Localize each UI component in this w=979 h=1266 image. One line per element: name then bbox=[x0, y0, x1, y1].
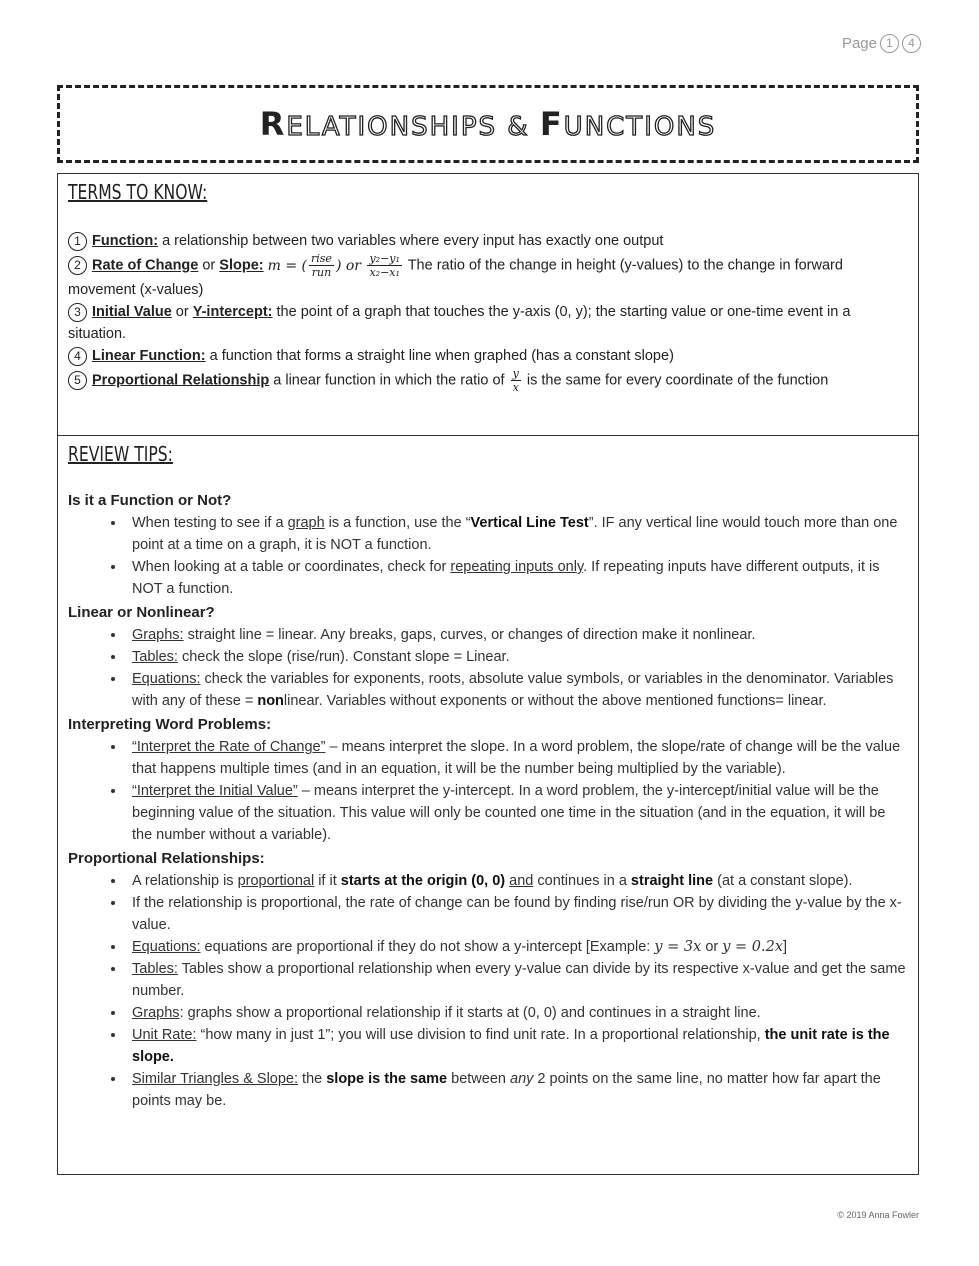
number-5-circle: 5 bbox=[68, 371, 87, 390]
subhead-word-problems: Interpreting Word Problems: bbox=[68, 716, 272, 733]
term-initial-value: 3 Initial Value or Y-intercept: the point of a graph that touches the y-axis (0, y); the starting value or one-time event in a situation. bbox=[68, 304, 851, 342]
list-item: • “Interpret the Rate of Change” – means interpret the slope. In a word problem, the slope/rate of change will be the value that happens multiple times (and in an equation, it will be the number being multiplied by the variable). bbox=[126, 736, 908, 780]
terms-section bbox=[57, 173, 919, 436]
word-problem-tips bbox=[68, 736, 908, 846]
list-item: • Tables: Tables show a proportional relationship when every y-value can divide by its respective x-value and get the same number. bbox=[126, 958, 908, 1002]
list-item: • Graphs: graphs show a proportional relationship if it starts at (0, 0) and continues in a straight line. bbox=[126, 1002, 908, 1024]
list-item: • “Interpret the Initial Value” – means interpret the y-intercept. In a word problem, the y-intercept/initial value will be the beginning value of the situation. This value will only be counted one time in the situation (and in the equation, it will be the number without a variable). bbox=[126, 780, 908, 846]
proportional-tips bbox=[68, 870, 908, 1112]
number-1-circle: 1 bbox=[68, 232, 87, 251]
slope-formula: m = ( $\frac{\text{rise}}{\text{run}}$ ) or $\frac{\text{y₂−y₁}}{\text{x₂−x₁}}$ bbox=[267, 252, 400, 279]
number-4-circle: 4 bbox=[68, 347, 87, 366]
review-section bbox=[57, 436, 919, 1175]
list-item: • Graphs: straight line = linear. Any breaks, gaps, curves, or changes of direction make it nonlinear. bbox=[126, 624, 908, 646]
terms-heading: TERMS TO KNOW: bbox=[68, 180, 208, 204]
list-item: • A relationship is proportional if it starts at the origin (0, 0) and continues in a straight line (at a constant slope). bbox=[126, 870, 908, 892]
review-heading: REVIEW TIPS: bbox=[68, 442, 173, 466]
subhead-proportional: Proportional Relationships: bbox=[68, 850, 265, 867]
list-item: • Equations: equations are proportional if they do not show a y-intercept [Example: y = 3x or y = 0.2x] bbox=[126, 936, 908, 958]
page-digit-1: 1 bbox=[880, 34, 899, 53]
term-function: 1 Function: a relationship between two variables where every input has exactly one output bbox=[68, 230, 908, 252]
term-proportional: 5 Proportional Relationship a linear function in which the ratio of $\frac{y}{x}$ is the same for every coordinate of the function bbox=[68, 367, 908, 394]
list-item: • If the relationship is proportional, the rate of change can be found by finding rise/run OR by dividing the y-value by the x-value. bbox=[126, 892, 908, 936]
function-tips bbox=[68, 512, 908, 600]
term-rate-of-change: 2 Rate of Change or Slope: m = ( $\frac{\text{rise}}{\text{run}}$ ) or $\frac{\text{y₂−y₁}}{\text{x₂−x₁}}$ The ratio of the change in height (y-values) to the change in forward movement (x-values) bbox=[68, 252, 843, 298]
list-item: • Similar Triangles & Slope: the slope is the same between any 2 points on the same line, no matter how far apart the points may be. bbox=[126, 1068, 908, 1112]
term-linear-function: 4 Linear Function: a function that forms a straight line when graphed (has a constant slope) bbox=[68, 345, 908, 367]
subhead-function: Is it a Function or Not? bbox=[68, 492, 232, 509]
subhead-linear: Linear or Nonlinear? bbox=[68, 604, 215, 621]
list-item: • Tables: check the slope (rise/run). Constant slope = Linear. bbox=[126, 646, 908, 668]
page-digit-2: 4 bbox=[902, 34, 921, 53]
linear-tips bbox=[68, 624, 908, 712]
page-number bbox=[842, 34, 921, 53]
list-item: • Unit Rate: “how many in just 1”; you will use division to find unit rate. In a proportional relationship, the unit rate is the slope. bbox=[126, 1024, 908, 1068]
list-item: • Equations: check the variables for exponents, roots, absolute value symbols, or variables in the denominator. Variables with any of these = nonlinear. Variables without exponents or without the above mentioned functions= linear. bbox=[126, 668, 908, 712]
title-banner bbox=[57, 85, 919, 163]
number-2-circle: 2 bbox=[68, 256, 87, 275]
list-item: • When looking at a table or coordinates, check for repeating inputs only. If repeating inputs have different outputs, it is NOT a function. bbox=[126, 556, 908, 600]
copyright: © 2019 Anna Fowler bbox=[837, 1210, 919, 1220]
number-3-circle: 3 bbox=[68, 303, 87, 322]
list-item: • When testing to see if a graph is a function, use the “Vertical Line Test”. IF any vertical line would touch more than one point at a time on a graph, it is NOT a function. bbox=[126, 512, 908, 556]
page-label: Page bbox=[841, 35, 877, 52]
page-title: RELATIONSHIPS & FUNCTIONS bbox=[259, 105, 717, 143]
